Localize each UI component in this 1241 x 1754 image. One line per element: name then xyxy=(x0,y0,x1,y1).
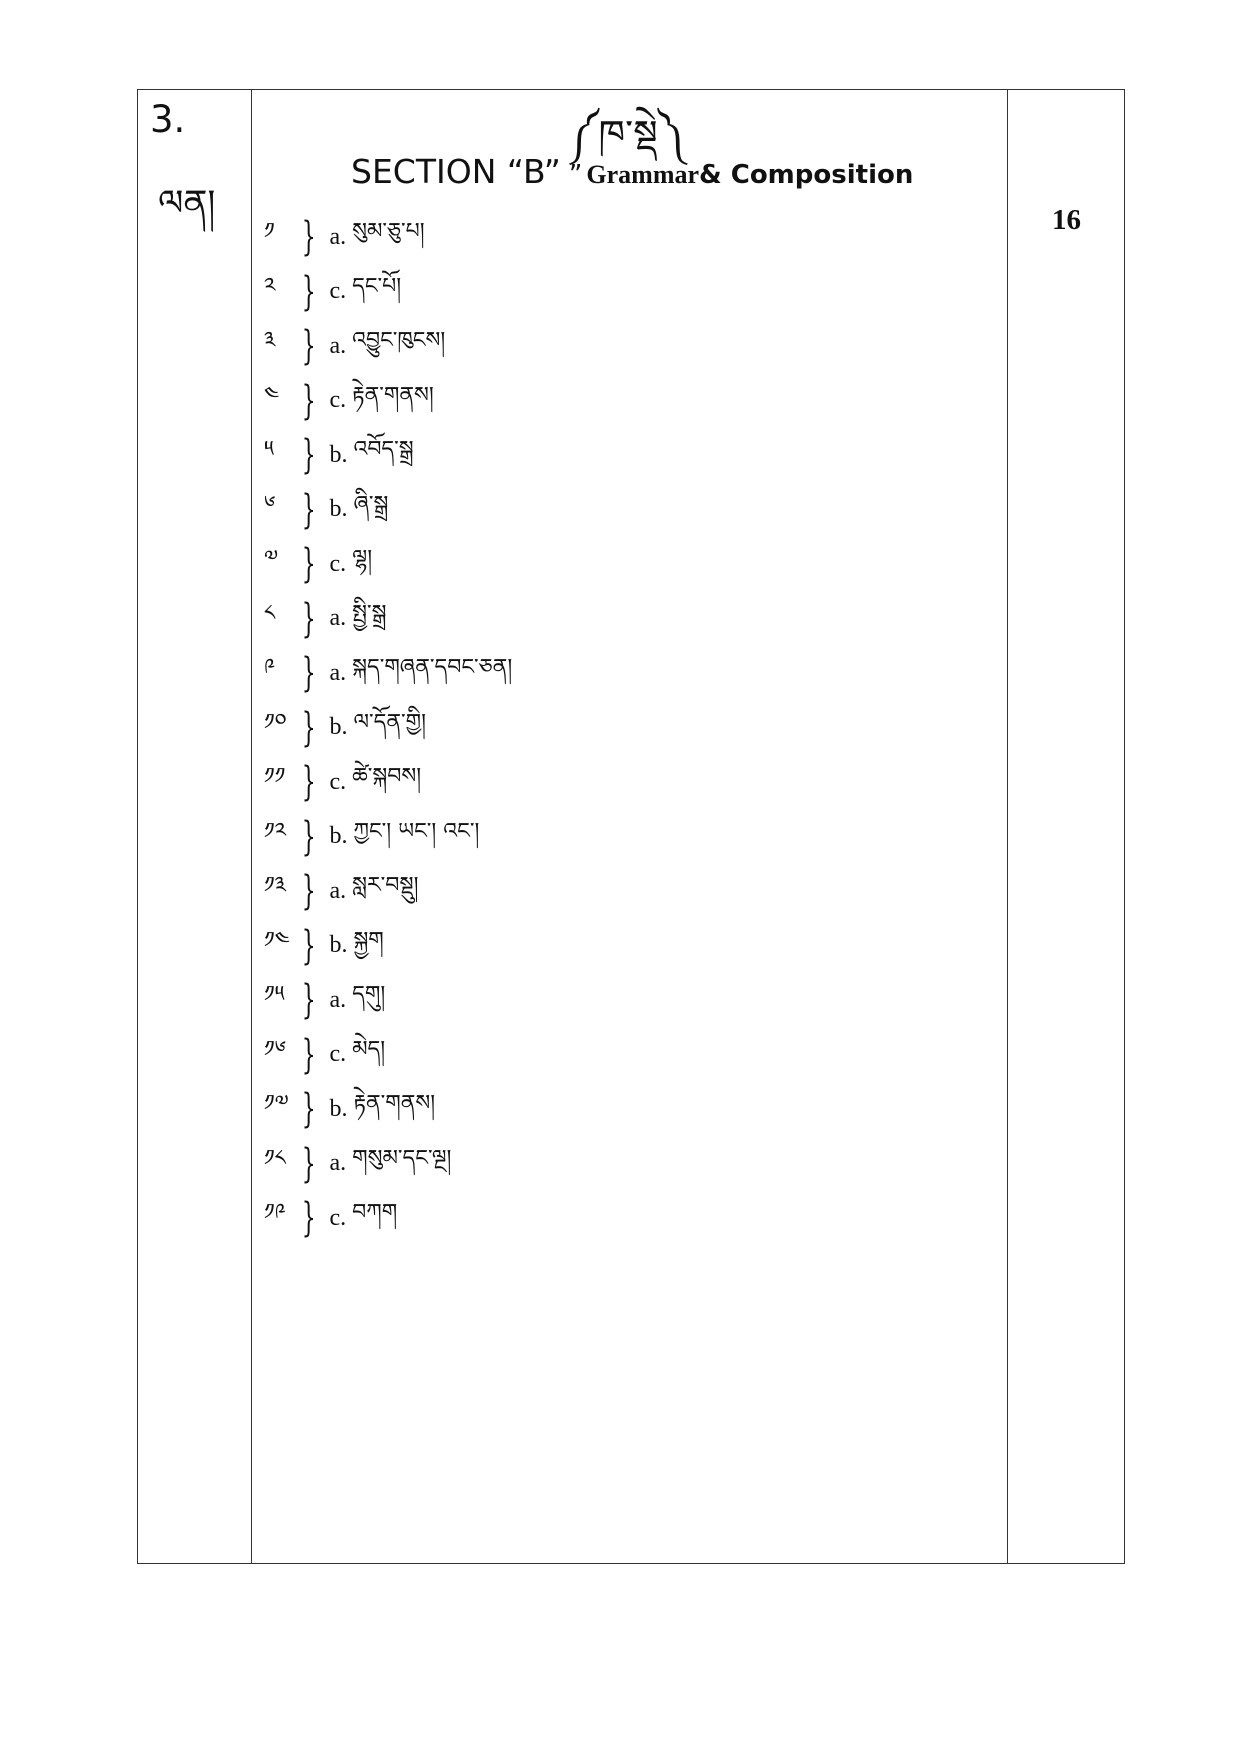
answer-text: བཀག xyxy=(352,1200,398,1226)
answer-item xyxy=(264,1028,984,1083)
closing-bracket-icon: } xyxy=(301,268,316,315)
answer-text: སླར་བསྡུ། xyxy=(352,873,419,899)
closing-bracket-icon: } xyxy=(301,377,316,424)
answer-option: c. xyxy=(329,1041,347,1068)
answer-option: c. xyxy=(329,550,347,577)
answer-table xyxy=(137,89,1125,1564)
answer-option: c. xyxy=(329,768,347,795)
answer-number: ༡༣ xyxy=(264,873,287,899)
answer-text: འབྱུང་ཁུངས། xyxy=(352,328,446,354)
answer-item xyxy=(264,483,984,538)
answer-option: c. xyxy=(329,1204,347,1231)
closing-bracket-icon: } xyxy=(301,541,316,588)
closing-bracket-icon: } xyxy=(301,214,316,261)
answer-text: སྐད་གཞན་དབང་ཅན། xyxy=(352,655,513,681)
answer-number: ༡༡ xyxy=(264,764,286,790)
closing-bracket-icon: } xyxy=(301,813,316,860)
closing-bracket-icon: } xyxy=(301,486,316,533)
answer-option: b. xyxy=(329,823,348,850)
closing-bracket-icon: } xyxy=(301,595,316,642)
answer-item xyxy=(264,374,984,429)
answer-number: ༡༤ xyxy=(264,927,290,953)
answer-item xyxy=(264,537,984,592)
answer-number: ༡༩ xyxy=(264,1200,286,1226)
answer-item xyxy=(264,755,984,810)
column-divider-left xyxy=(251,90,252,1563)
answer-text: ཞི་སྒྲ xyxy=(353,491,389,517)
answer-number: ༡ xyxy=(264,219,275,245)
answer-text: དང་པོ། xyxy=(352,273,402,299)
answer-text: སུམ་ཅུ་པ། xyxy=(352,219,425,245)
answer-item xyxy=(264,864,984,919)
answer-item xyxy=(264,592,984,647)
answer-text: དགུ། xyxy=(352,982,386,1008)
question-label: ལན། xyxy=(158,183,216,224)
answer-text: རྟེན་གནས། xyxy=(353,1091,436,1117)
answer-item xyxy=(264,810,984,865)
column-divider-right xyxy=(1007,90,1008,1563)
answer-option: b. xyxy=(329,932,348,959)
closing-bracket-icon: } xyxy=(301,704,316,751)
answer-item xyxy=(264,701,984,756)
answer-text: ཚེ་སྐབས། xyxy=(352,764,422,790)
answer-option: a. xyxy=(329,1150,347,1177)
answer-text: སྤྱི་སྒྲ xyxy=(352,600,387,626)
answer-option: b. xyxy=(329,1095,348,1122)
answer-item xyxy=(264,210,984,265)
answer-number: ༩ xyxy=(264,655,276,681)
answer-number: ༥ xyxy=(264,437,274,463)
answer-text: རྟེན་གནས། xyxy=(352,382,434,408)
section-composition: & Composition xyxy=(699,160,914,190)
answer-number: ༡༥ xyxy=(264,982,285,1008)
answer-number: ༧ xyxy=(264,546,279,572)
answer-text: ལ་དོན་གྱི། xyxy=(353,709,427,735)
answer-number: ༡༧ xyxy=(264,1091,289,1117)
answer-text: ལྷ། xyxy=(352,546,373,572)
answer-text: འབོད་སྒྲ xyxy=(353,437,414,463)
closing-bracket-icon: } xyxy=(301,323,316,370)
answer-text: སྐྱག xyxy=(353,927,384,953)
answer-item xyxy=(264,646,984,701)
answer-option: a. xyxy=(329,223,347,250)
section-label: SECTION “B” xyxy=(351,152,561,191)
section-quote: ” xyxy=(568,160,583,190)
closing-bracket-icon: } xyxy=(301,650,316,697)
answer-number: ༡༨ xyxy=(264,1145,286,1171)
answer-number: ༦ xyxy=(264,491,276,517)
answer-item xyxy=(264,265,984,320)
section-heading-tibetan: ༼ཁ་སྡེ༽ xyxy=(568,112,685,156)
closing-bracket-icon: } xyxy=(301,1195,316,1242)
closing-bracket-icon: } xyxy=(301,759,316,806)
closing-bracket-icon: } xyxy=(301,922,316,969)
closing-bracket-icon: } xyxy=(301,432,316,479)
answer-option: b. xyxy=(329,441,348,468)
answer-item xyxy=(264,428,984,483)
closing-bracket-icon: } xyxy=(301,1031,316,1078)
answer-item xyxy=(264,973,984,1028)
answer-option: b. xyxy=(329,714,348,741)
answer-number: ༡༢ xyxy=(264,818,287,844)
answer-text: གསུམ་དང་ལྔ། xyxy=(352,1145,452,1171)
answer-option: a. xyxy=(329,877,347,904)
answer-option: a. xyxy=(329,332,347,359)
answer-item xyxy=(264,319,984,374)
answer-option: c. xyxy=(329,387,347,414)
answer-item xyxy=(264,1191,984,1246)
answer-text: ཀྱང་། ཡང་། འང་། xyxy=(353,818,480,844)
question-number: 3. xyxy=(150,98,186,141)
answer-option: a. xyxy=(329,605,347,632)
answer-number: ༡༠ xyxy=(264,709,287,735)
answer-number: ༡༦ xyxy=(264,1036,287,1062)
closing-bracket-icon: } xyxy=(301,1086,316,1133)
answer-item xyxy=(264,1082,984,1137)
answer-option: a. xyxy=(329,659,347,686)
closing-bracket-icon: } xyxy=(301,868,316,915)
closing-bracket-icon: } xyxy=(301,1140,316,1187)
answer-number: ༨ xyxy=(264,600,276,626)
answer-list xyxy=(264,210,984,1246)
section-heading xyxy=(351,152,913,191)
answer-item xyxy=(264,919,984,974)
answer-item xyxy=(264,1137,984,1192)
answer-option: c. xyxy=(329,278,347,305)
answer-number: ༣ xyxy=(264,328,276,354)
marks-value: 16 xyxy=(1052,204,1081,236)
answer-option: b. xyxy=(329,496,348,523)
answer-option: a. xyxy=(329,986,347,1013)
closing-bracket-icon: } xyxy=(301,977,316,1024)
answer-number: ༢ xyxy=(264,273,276,299)
answer-text: མེད། xyxy=(352,1036,386,1062)
section-grammar: Grammar xyxy=(586,160,700,189)
answer-number: ༤ xyxy=(264,382,280,408)
